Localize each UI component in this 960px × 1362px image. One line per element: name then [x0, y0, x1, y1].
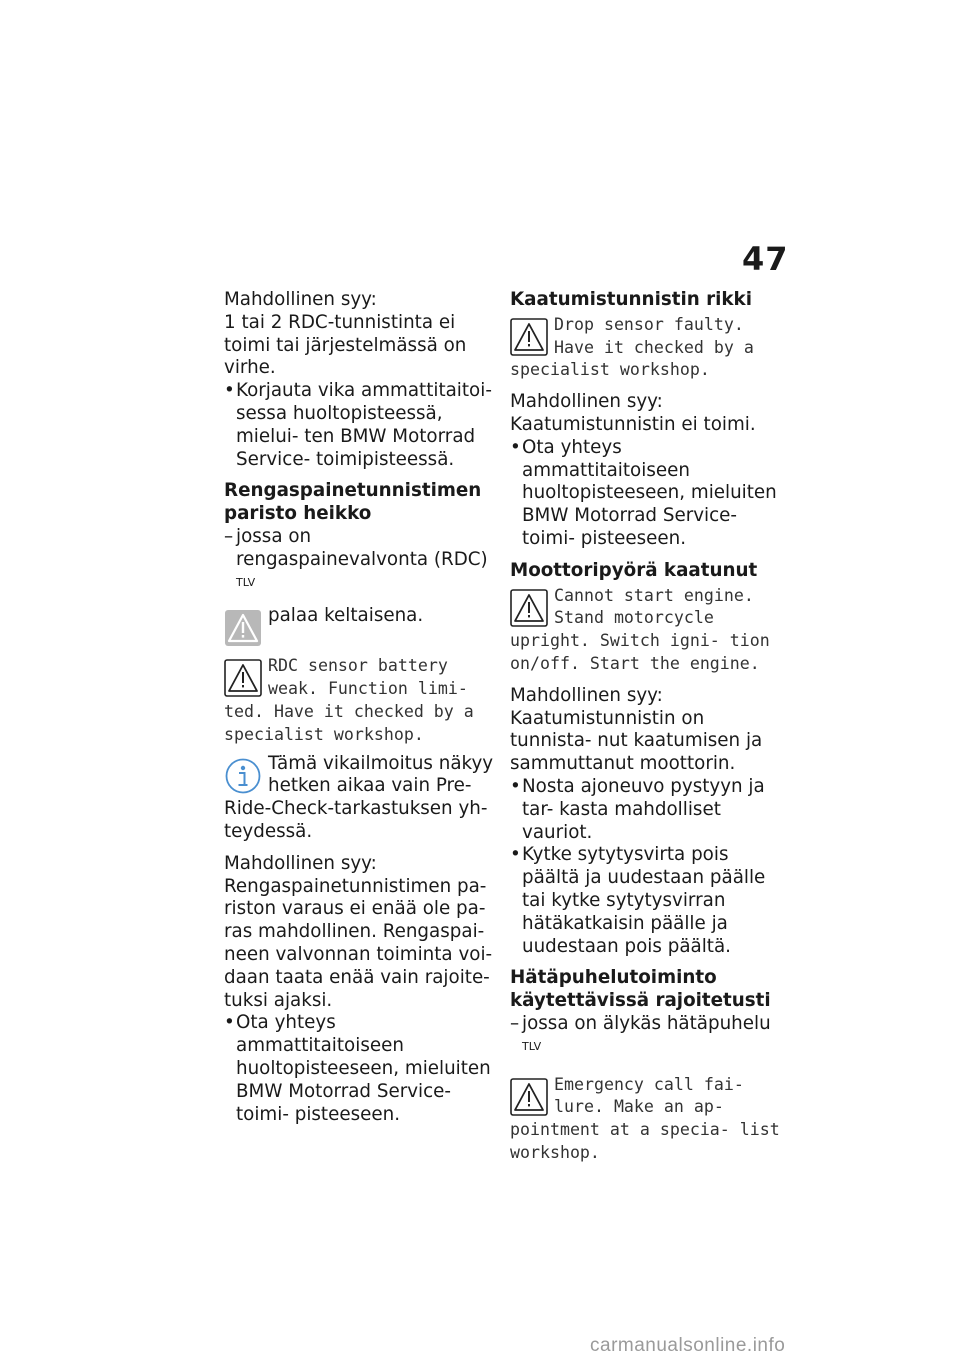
- right-column: [510, 289, 782, 1165]
- warning-triangle-icon: [510, 1078, 548, 1116]
- message-block: [224, 655, 496, 746]
- warning-triangle-icon: [224, 659, 262, 697]
- cause-text: 1 tai 2 RDC-tunnistinta ei toimi tai järjestelmässä on virhe.: [224, 311, 467, 379]
- action-bullet: • Nosta ajoneuvo pystyyn ja tar- kasta mahdolliset vauriot.: [510, 776, 782, 844]
- cause-text: Kaatumistunnistin on tunnista- nut kaatumisen ja sammuttanut moottorin.: [510, 707, 763, 775]
- info-icon: [224, 757, 262, 795]
- left-column: [224, 289, 496, 1126]
- page-number: 47: [742, 240, 789, 278]
- info-block: [224, 753, 496, 844]
- lamp-block: [224, 605, 496, 649]
- condition-superscript: TLV: [236, 575, 256, 589]
- dash-mark: –: [510, 1012, 520, 1034]
- warning-triangle-icon: [510, 589, 548, 627]
- lamp-text: palaa keltaisena.: [268, 605, 424, 627]
- condition-text: jossa on rengaspainevalvonta (RDC): [236, 525, 488, 570]
- cause-label: Mahdollinen syy:: [224, 852, 377, 874]
- message-block: [510, 585, 782, 676]
- message-block: [510, 314, 782, 382]
- cause-text: Kaatumistunnistin ei toimi.: [510, 413, 756, 435]
- info-text: Tämä vikailmoitus näkyy hetken aikaa vain Pre- Ride-Check-tarkastuksen yh- teydessä.: [224, 752, 494, 842]
- cause-label: Mahdollinen syy:: [510, 684, 663, 706]
- equipment-condition: [510, 1013, 782, 1064]
- display-message: RDC sensor battery weak. Function limi- ted. Have it checked by a specialist workshop.: [224, 656, 474, 744]
- watermark: carmanualsonline.info: [590, 1335, 786, 1356]
- condition-text: jossa on älykäs hätäpuhelu: [522, 1012, 771, 1034]
- display-message: Emergency call fai- lure. Make an ap- pointment at a specia- list workshop.: [510, 1074, 780, 1162]
- warning-triangle-icon: [510, 318, 548, 356]
- warning-lamp-yellow-icon: [224, 609, 262, 647]
- cause-text: Rengaspainetunnistimen pa- riston varaus ei enää ole pa- ras mahdollinen. Rengaspai- neen valvonnan toiminta voi- daan taata enää vain rajoite- tuksi ajaksi.: [224, 875, 493, 1011]
- equipment-condition: [224, 526, 496, 599]
- section-heading: Hätäpuhelutoiminto käytettävissä rajoitetusti: [510, 967, 771, 1012]
- action-bullet: • Korjauta vika ammattitaitoi- sessa huoltopisteessä, mielui- ten BMW Motorrad Service- toimipisteessä.: [224, 380, 496, 471]
- cause-label: Mahdollinen syy:: [510, 391, 663, 413]
- section-heading: Moottoripyörä kaatunut: [510, 559, 758, 581]
- message-block: [510, 1074, 782, 1165]
- action-bullet: • Ota yhteys ammattitaitoiseen huoltopisteeseen, mieluiten BMW Motorrad Service-toimi- pisteeseen.: [510, 437, 782, 551]
- condition-superscript: TLV: [522, 1039, 542, 1053]
- section-heading: Kaatumistunnistin rikki: [510, 289, 752, 310]
- action-bullet: • Ota yhteys ammattitaitoiseen huoltopisteeseen, mieluiten BMW Motorrad Service-toimi- pisteeseen.: [224, 1012, 496, 1126]
- dash-mark: –: [224, 525, 234, 547]
- cause-label: Mahdollinen syy:: [224, 289, 377, 310]
- action-bullet: • Kytke sytytysvirta pois päältä ja uudestaan päälle tai kytke sytytysvirran hätäkatkaisin päälle ja uudestaan pois päältä.: [510, 844, 782, 958]
- display-message: Cannot start engine. Stand motorcycle upright. Switch igni- tion on/off. Start the engine.: [510, 585, 770, 673]
- section-heading: Rengaspainetunnistimen paristo heikko: [224, 480, 482, 525]
- display-message: Drop sensor faulty. Have it checked by a specialist workshop.: [510, 314, 754, 380]
